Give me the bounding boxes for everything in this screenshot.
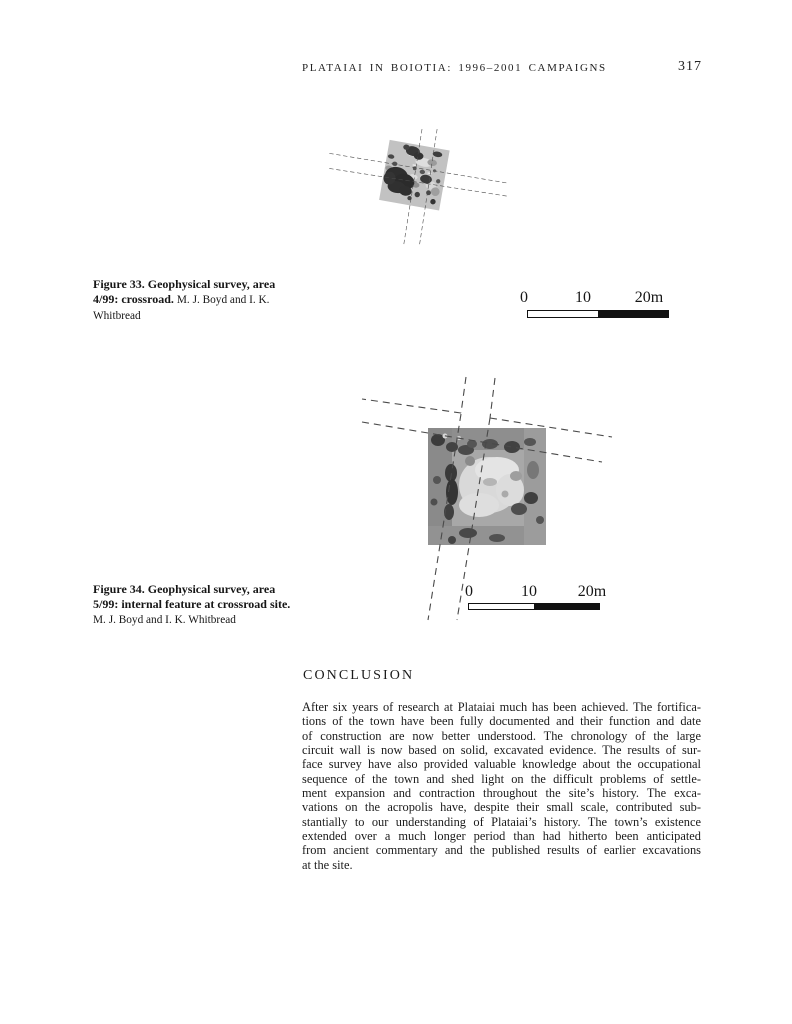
figure-34-caption-title: Figure 34. Geophysical survey, area 5/99: internal feature at crossroad site. <box>93 582 291 611</box>
body-line: of construction are now better understood. The chronology of the large <box>302 728 701 743</box>
body-line: stantially to our understanding of Plataiai’s history. The town’s existence <box>302 814 701 829</box>
body-line: ment expansion and contraction throughout the site’s history. The exca- <box>302 786 701 801</box>
body-line: tions of the town have been fully documented and their function and date <box>302 714 701 729</box>
body-line: sequence of the town and shed light on the difficult problems of settle- <box>302 771 701 786</box>
body-line: vations on the acropolis have, despite their small scale, contributed sub- <box>302 800 701 815</box>
scale-label-0: 0 <box>465 583 473 600</box>
scale-bar-rule <box>527 310 669 318</box>
running-head-title: PLATAIAI IN BOIOTIA: 1996–2001 CAMPAIGNS <box>302 62 607 74</box>
figure-33-caption <box>93 277 300 324</box>
body-line: After six years of research at Plataiai much has been achieved. The fortifica- <box>302 700 701 714</box>
body-line: at the site. <box>302 857 353 872</box>
scale-bar-34 <box>462 583 612 613</box>
body-line: circuit wall is now based on solid, excavated evidence. The results of sur- <box>302 743 701 758</box>
scale-bar-33 <box>518 289 678 321</box>
figure-33-caption-credit: M. J. Boyd and I. K. Whitbread <box>93 294 270 322</box>
figure-33-caption-title: Figure 33. Geophysical survey, area 4/99: crossroad. <box>93 277 276 306</box>
body-line: from ancient commentary and the published results of earlier excavations <box>302 843 701 858</box>
conclusion-heading: CONCLUSION <box>303 668 415 683</box>
scale-bar-rule <box>468 603 600 610</box>
scale-label-10: 10 <box>521 583 537 600</box>
figure-34-caption-credit: M. J. Boyd and I. K. Whitbread <box>93 614 236 626</box>
figure-34-caption <box>93 582 300 628</box>
conclusion-paragraph <box>302 700 701 872</box>
page-number: 317 <box>678 59 702 74</box>
body-line: face survey have also provided valuable knowledge about the occupational <box>302 757 701 772</box>
scale-label-0: 0 <box>520 289 528 306</box>
scale-label-20m: 20m <box>577 583 607 600</box>
survey-image-34 <box>428 428 546 545</box>
body-line: extended over a much longer period than had hitherto been anticipated <box>302 829 701 844</box>
survey-image-33 <box>379 140 450 211</box>
scale-label-20m: 20m <box>634 289 664 306</box>
scale-label-10: 10 <box>575 289 591 306</box>
